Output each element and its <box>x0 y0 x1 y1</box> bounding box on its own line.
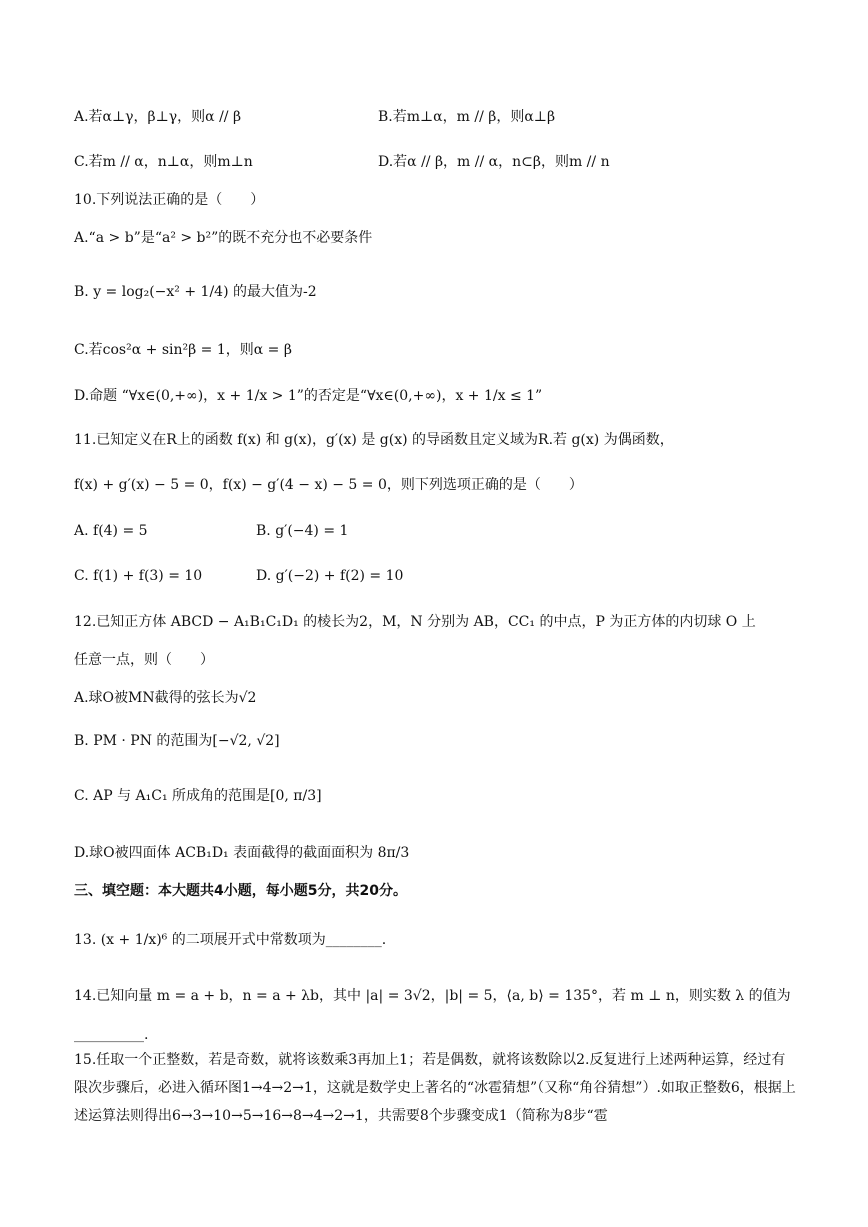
q11-stem-line1: 11.已知定义在R上的函数 f(x) 和 g(x)，g′(x) 是 g(x) 的导函数且定义域为R.若 g(x) 为偶函数， <box>74 432 674 448</box>
q10-stem: 10.下列说法正确的是（ ） <box>74 192 265 208</box>
q9-option-a: A.若α⊥γ，β⊥γ，则α // β <box>74 109 242 125</box>
q11-option-c: C. f(1) + f(3) = 10 <box>74 568 203 584</box>
q10-option-b: B. y = log₂(−x² + 1/4) 的最大值为-2 <box>74 284 317 300</box>
q12-option-c: C. AP 与 A₁C₁ 所成角的范围是[0, π/3] <box>74 788 322 804</box>
q10-option-c: C.若cos²α + sin²β = 1，则α = β <box>74 342 292 358</box>
q12-stem-line2: 任意一点，则（ ） <box>74 652 214 668</box>
q15-stem: 15.任取一个正整数，若是奇数，就将该数乘3再加上1；若是偶数，就将该数除以2.反复进行上述两种运算，经过有限次步骤后，必进入循环图1→4→2→1，这就是数学史上著名的“冰雹猜想”（又称“角谷猜想”）.如取正整数6，根据上述运算法则得出6→3→10→5→16→8→4→2→1，共需要8个步骤变成1（简称为8步“雹 <box>74 1052 796 1124</box>
q12-stem-line1: 12.已知正方体 ABCD − A₁B₁C₁D₁ 的棱长为2，M，N 分别为 AB，CC₁ 的中点，P 为正方体的内切球 O 上 <box>74 614 756 630</box>
section-3-heading: 三、填空题：本大题共4小题，每小题5分，共20分。 <box>74 883 407 899</box>
q11-option-d: D. g′(−2) + f(2) = 10 <box>256 568 404 584</box>
q10-option-d: D.命题 “∀x∈(0,+∞)，x + 1/x > 1”的否定是“∀x∈(0,+∞)，x + 1/x ≤ 1” <box>74 388 543 404</box>
q14-stem-line1: 14.已知向量 m = a + b，n = a + λb，其中 |a| = 3√2，|b| = 5，⟨a, b⟩ = 135°，若 m ⊥ n，则实数 λ 的值为 <box>74 988 791 1004</box>
q11-option-a: A. f(4) = 5 <box>74 523 148 539</box>
q9-option-c: C.若m // α，n⊥α，则m⊥n <box>74 154 253 170</box>
q12-option-d: D.球O被四面体 ACB₁D₁ 表面截得的截面面积为 8π/3 <box>74 845 410 861</box>
q11-option-b: B. g′(−4) = 1 <box>256 523 349 539</box>
q12-option-a: A.球O被MN截得的弦长为√2 <box>74 690 257 706</box>
q9-option-b: B.若m⊥α，m // β，则α⊥β <box>378 109 556 125</box>
q11-stem-line2: f(x) + g′(x) − 5 = 0，f(x) − g′(4 − x) − 5 = 0，则下列选项正确的是（ ） <box>74 477 583 493</box>
q14-stem-line2: __________. <box>74 1027 149 1043</box>
q13-stem: 13. (x + 1/x)⁶ 的二项展开式中常数项为________. <box>74 932 387 948</box>
q10-option-a: A.“a > b”是“a² > b²”的既不充分也不必要条件 <box>74 230 373 246</box>
q9-option-d: D.若α // β，m // α，n⊂β，则m // n <box>378 154 610 170</box>
q12-option-b: B. PM · PN 的范围为[−√2, √2] <box>74 733 280 749</box>
